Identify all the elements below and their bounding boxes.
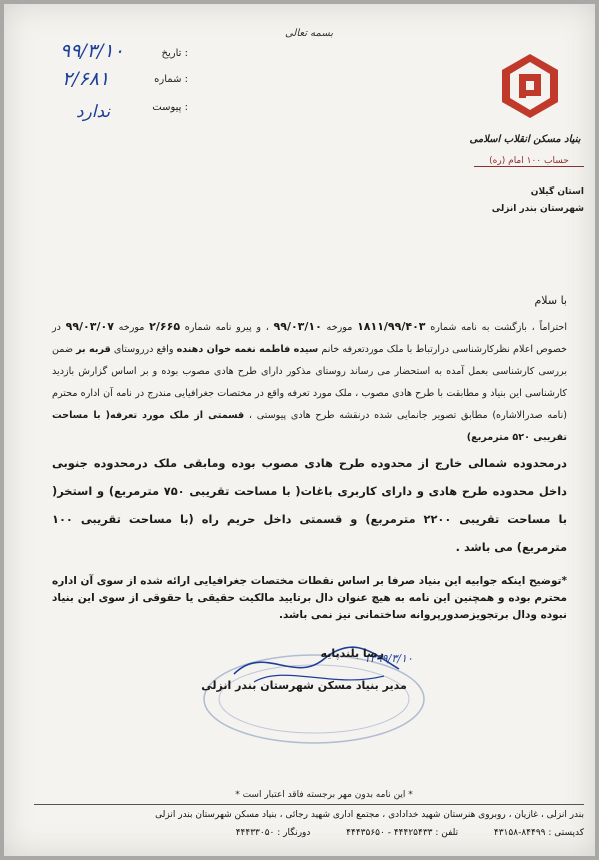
p1-text: احتراماً ، بازگشت به نامه شماره (425, 322, 567, 333)
footer-contacts (34, 828, 584, 838)
ref-number-2: ۲/۶۶۵ (149, 320, 181, 333)
letter-body (52, 294, 567, 624)
postal-code: کدپستی : ۸۴۴۹۹-۴۳۱۵۸ (493, 828, 584, 838)
p1-text: ضمن بررسی کارشناسی بعمل آمده به استحضار می رساند روستای مذکور دارای طرح هادی مصوب بوده و بر اساس گزارش بازدید کارشناسی این بنیاد و مطابقت با طرح هادی مصوب ، ملک مورد تعرفه واقع در مختصات جغرافیایی مندرج در نامه آن اداره محترم (نامه صدرالاشاره) مطابق تصویر جانمایی شده درنقشه طرح هادی پیوستی ، (52, 344, 567, 421)
basmala: بسمه تعالی (284, 28, 334, 39)
stamp-validity-note: * این نامه بدون مهر برجسته فاقد اعتبار است * (235, 790, 413, 800)
fax-number: دورنگار : ۴۴۴۳۳۰۵۰ (235, 828, 311, 838)
area-highlight: قسمتی از ملک مورد تعرفه( با مساحت تقریبی ۵۲۰ مترمربع) (52, 410, 567, 443)
handwritten-date: ۱۳۹۹/۳/۱۰ (364, 652, 413, 665)
fund-label: حساب ۱۰۰ امام (ره) (474, 156, 584, 167)
letter-page (4, 4, 595, 856)
p1-text: ، و پیرو نامه شماره (180, 322, 274, 333)
province-label: استان گیلان (530, 187, 584, 197)
date-label: : تاریخ (161, 48, 188, 59)
organization-name: بنیاد مسکن انقلاب اسلامی (469, 134, 581, 145)
village-name: قربه بر (76, 344, 111, 355)
paragraph-main (52, 316, 567, 449)
organization-logo-icon (500, 52, 560, 132)
paragraph-bold: درمحدوده شمالی خارج از محدوده طرح هادی مصوب بوده ومابقی ملک درمحدوده جنوبی داخل محدوده طرح هادی و دارای کاربری باغات( با مساحت تقریبی ۷۵۰ مترمربع) و استخر( با مساحت تقریبی ۲۲۰۰ مترمربع) و قسمتی داخل حریم راه (با مساحت تقریبی ۱۰۰ مترمربع) می باشد . (52, 456, 568, 554)
paragraph-note: *توضیح اینکه جوابیه این بنیاد صرفا بر اساس نقطات مختصات جغرافیایی ارائه شده از سوی آن اداره محترم بوده و همچنین این نامه به هیچ عنوان دال برتایید مالکیت حقیقی یا حقوقی از سوی این بنیاد نبوده ودال برتجویزصدورپروانه ساختمانی نیز نمی باشد. (52, 575, 567, 621)
p1-text: مورخه (113, 322, 150, 333)
p1-text: در خصوص اعلام نظرکارشناسی درارتباط با ملک موردتعرفه خانم (52, 322, 567, 355)
signer-name: رضا بلندپایه (320, 647, 384, 660)
ref-number-1: ۱۸۱۱/۹۹/۴۰۳ (357, 320, 426, 333)
number-value: ۲/۶۸۱ (62, 68, 110, 90)
p1-text: مورخه (321, 322, 358, 333)
number-label: : شماره (154, 74, 188, 85)
footer-divider (34, 804, 584, 805)
date-value: ۹۹/۳/۱۰ (60, 40, 124, 62)
ref-date-1: ۹۹/۰۳/۱۰ (273, 320, 322, 333)
ref-date-2: ۹۹/۰۳/۰۷ (65, 320, 114, 333)
phone-numbers: تلفن : ۴۴۴۲۵۴۳۳ - ۴۴۴۳۵۶۵۰ (346, 828, 459, 838)
p1-text: واقع درروستای (110, 344, 177, 355)
attachment-value: ندارد (76, 102, 111, 122)
signer-title: مدیر بنیاد مسکن شهرستان بندر انزلی (201, 679, 407, 692)
greeting: با سلام (534, 294, 567, 307)
attachment-label: : پیوست (152, 102, 188, 113)
applicant-name: سیده فاطمه نغمه خوان دهنده (176, 344, 319, 355)
county-label: شهرستان بندر انزلی (491, 204, 584, 214)
footer-address: بندر انزلی ، غازیان ، روبروی هنرستان شهید خدادادی ، مجتمع اداری شهید رجائی ، بنیاد مسکن شهرستان بندر انزلی (155, 810, 584, 820)
